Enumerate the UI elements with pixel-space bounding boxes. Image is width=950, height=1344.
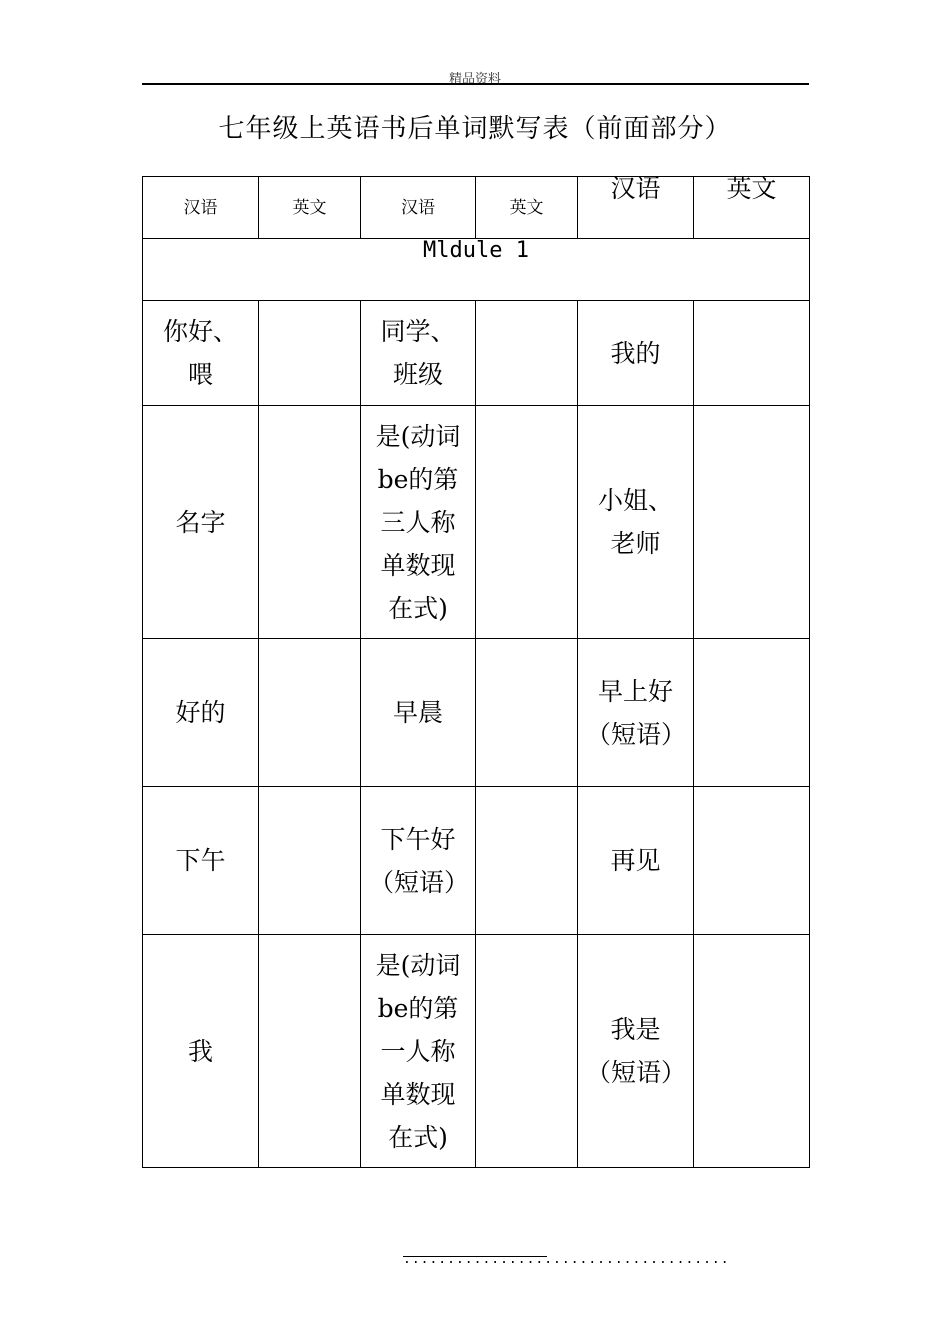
- chinese-word-cell: 早上好（短语）: [578, 639, 694, 787]
- chinese-word-cell: 小姐、老师: [578, 406, 694, 639]
- english-answer-cell[interactable]: [476, 787, 578, 935]
- header-cell-english-3: 英文: [694, 177, 810, 239]
- module-row: [143, 239, 810, 301]
- table-header-row: [143, 177, 810, 239]
- footer-dotted-line: .....................................: [403, 1252, 730, 1267]
- english-answer-cell[interactable]: [476, 301, 578, 406]
- chinese-word-cell: 下午好（短语）: [361, 787, 476, 935]
- english-answer-cell[interactable]: [476, 406, 578, 639]
- vocabulary-table: [142, 176, 810, 1168]
- module-title: Mldule 1: [143, 239, 810, 301]
- table-row: [143, 935, 810, 1168]
- chinese-word-cell: 再见: [578, 787, 694, 935]
- chinese-word-cell: 下午: [143, 787, 259, 935]
- header-cell-english-1: 英文: [259, 177, 361, 239]
- header-cell-chinese-2: 汉语: [361, 177, 476, 239]
- english-answer-cell[interactable]: [694, 787, 810, 935]
- english-answer-cell[interactable]: [259, 639, 361, 787]
- header-cell-english-2: 英文: [476, 177, 578, 239]
- page-title: 七年级上英语书后单词默写表（前面部分）: [218, 114, 732, 144]
- header-cell-chinese-3: 汉语: [578, 177, 694, 239]
- chinese-word-cell: 同学、班级: [361, 301, 476, 406]
- chinese-word-cell: 我: [143, 935, 259, 1168]
- english-answer-cell[interactable]: [694, 639, 810, 787]
- english-answer-cell[interactable]: [476, 935, 578, 1168]
- english-answer-cell[interactable]: [694, 935, 810, 1168]
- table-row: [143, 406, 810, 639]
- chinese-word-cell: 你好、喂: [143, 301, 259, 406]
- chinese-word-cell: 好的: [143, 639, 259, 787]
- chinese-word-cell: 名字: [143, 406, 259, 639]
- chinese-word-cell: 是(动词be的第一人称单数现在式): [361, 935, 476, 1168]
- english-answer-cell[interactable]: [694, 301, 810, 406]
- english-answer-cell[interactable]: [476, 639, 578, 787]
- english-answer-cell[interactable]: [259, 935, 361, 1168]
- chinese-word-cell: 是(动词be的第三人称单数现在式): [361, 406, 476, 639]
- header-cell-chinese-1: 汉语: [143, 177, 259, 239]
- english-answer-cell[interactable]: [694, 406, 810, 639]
- chinese-word-cell: 我是（短语）: [578, 935, 694, 1168]
- table-row: [143, 787, 810, 935]
- table-row: [143, 639, 810, 787]
- header-rule: [142, 83, 809, 85]
- chinese-word-cell: 我的: [578, 301, 694, 406]
- table-row: [143, 301, 810, 406]
- chinese-word-cell: 早晨: [361, 639, 476, 787]
- english-answer-cell[interactable]: [259, 406, 361, 639]
- header-label: 精品资料: [448, 72, 501, 87]
- english-answer-cell[interactable]: [259, 787, 361, 935]
- english-answer-cell[interactable]: [259, 301, 361, 406]
